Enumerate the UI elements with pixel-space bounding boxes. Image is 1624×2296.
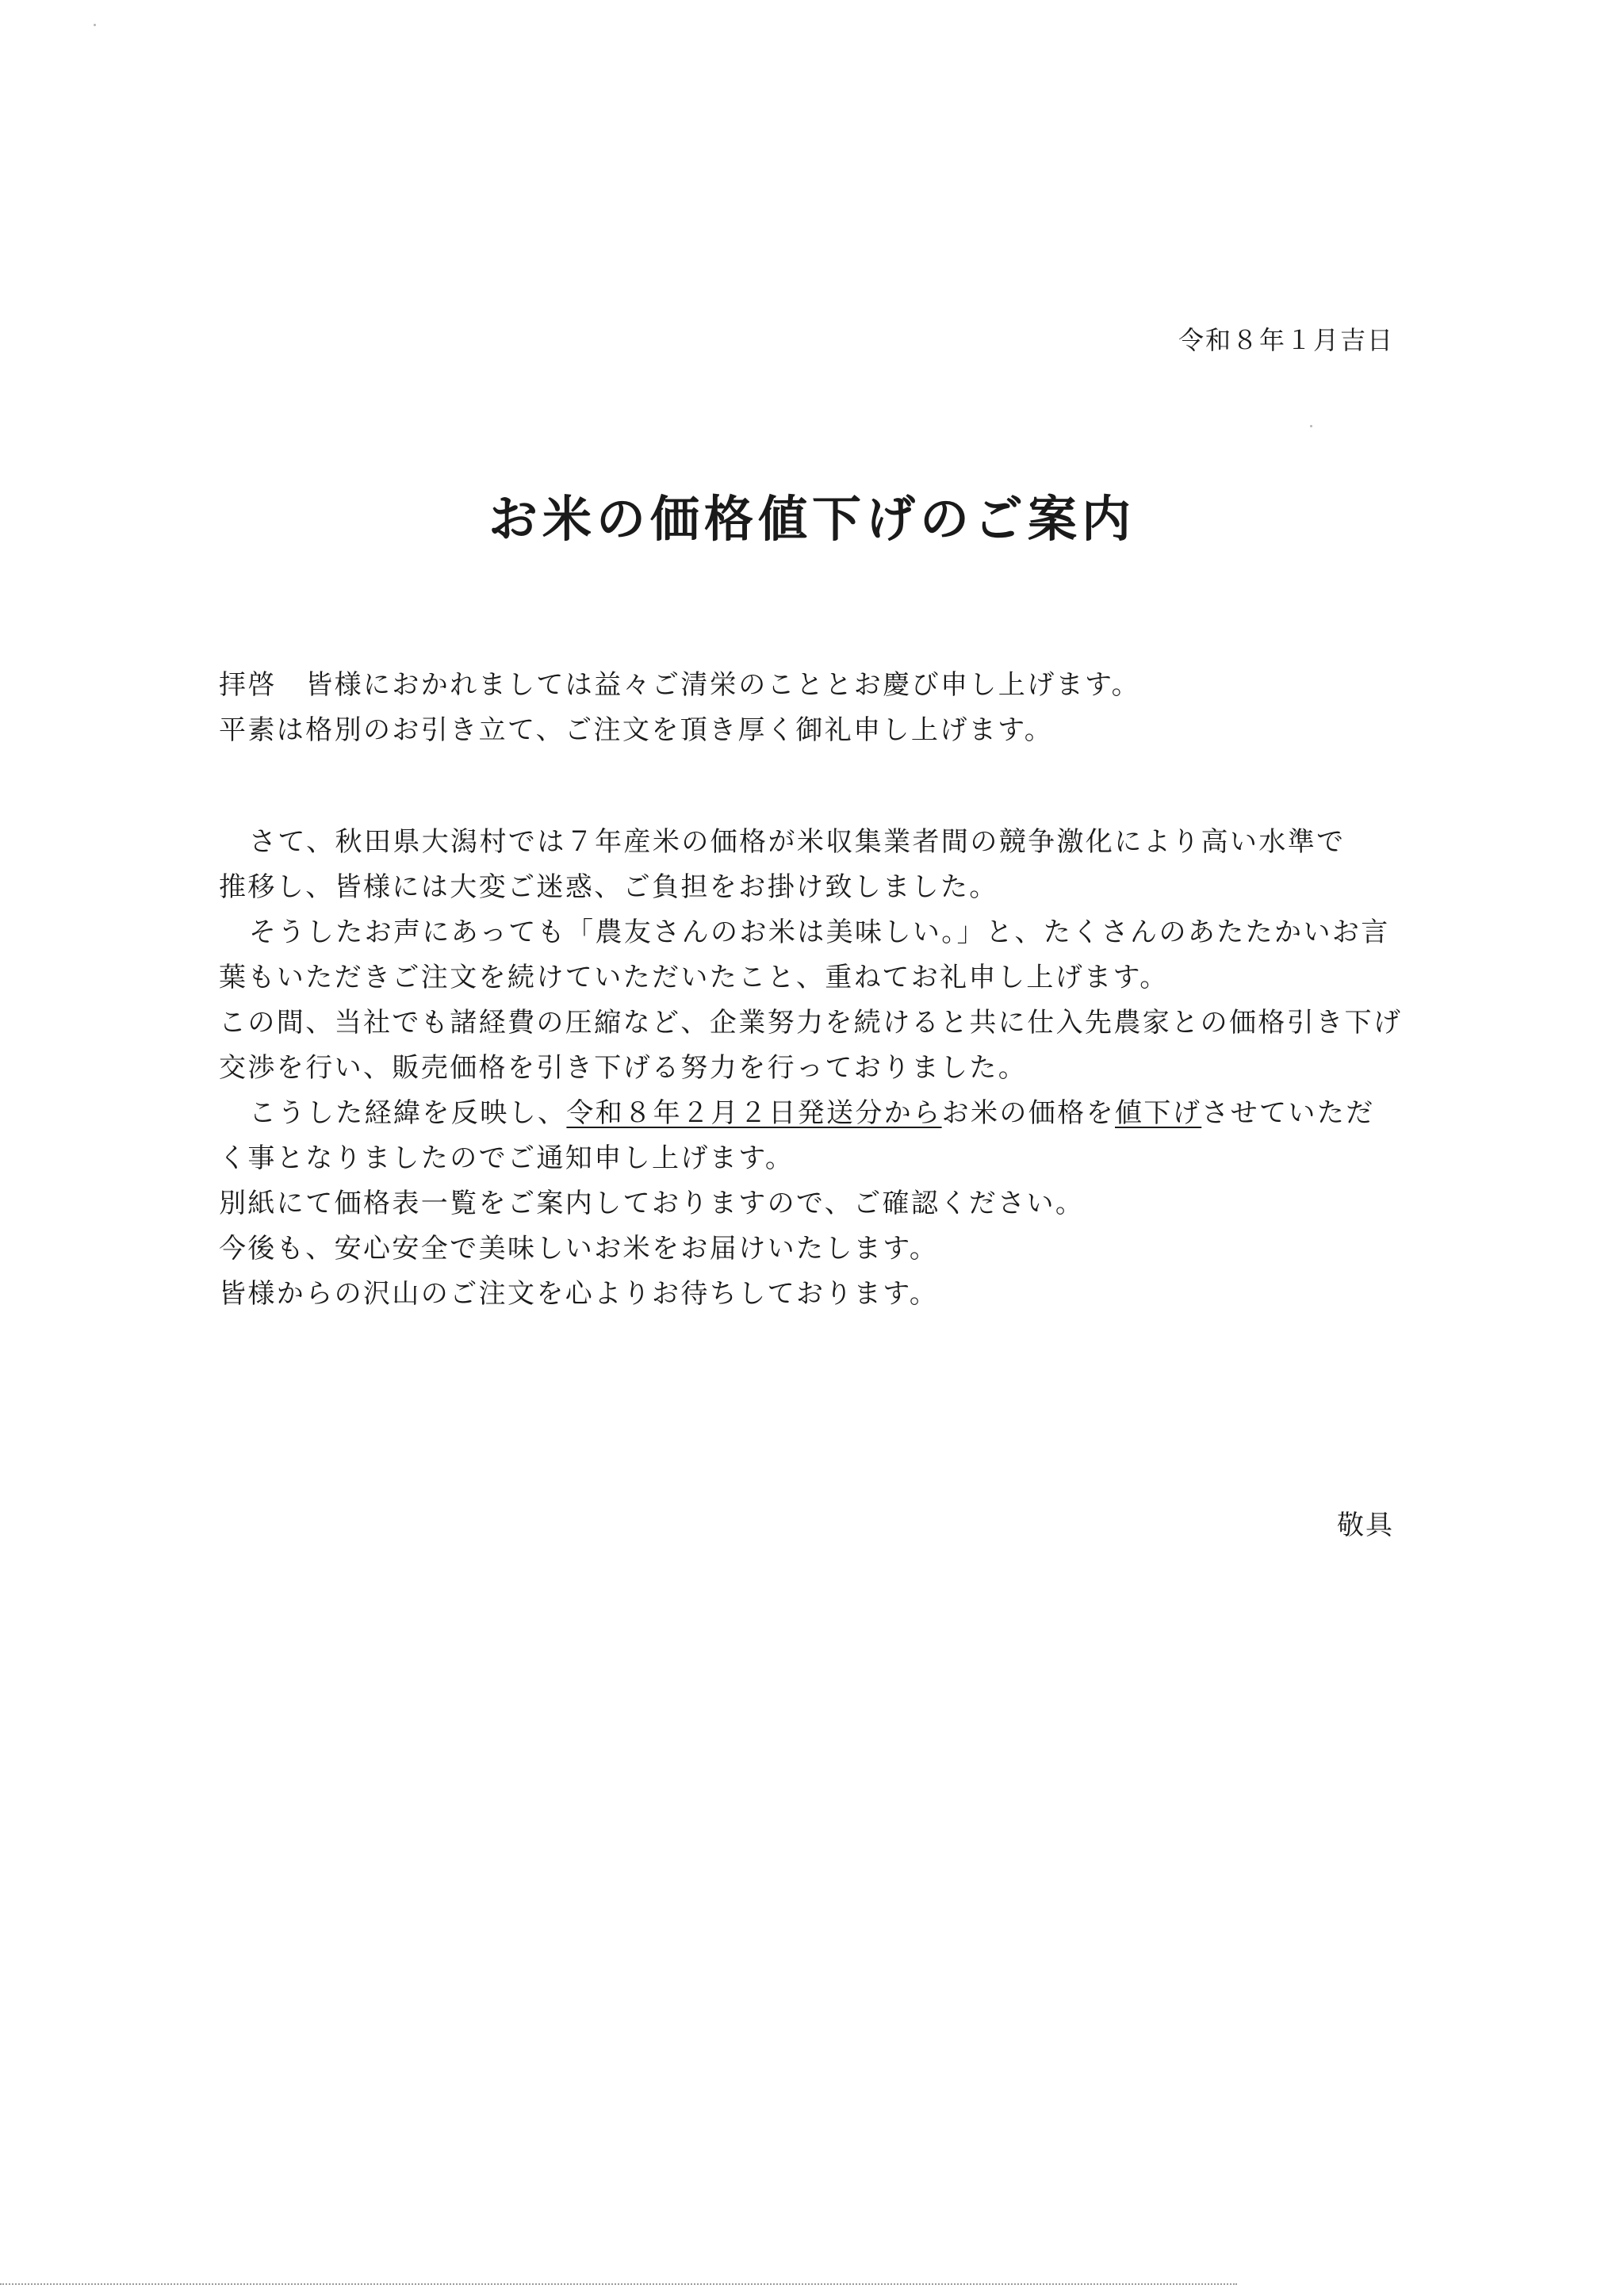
body-line: この間、当社でも諸経費の圧縮など、企業努力を続けると共に仕入先農家との価格引き下げ (219, 1007, 1403, 1039)
notice-text: こうした経緯を反映し、 (249, 1097, 567, 1129)
body-line: 交渉を行い、販売価格を引き下げる努力を行っておりました。 (219, 1052, 1028, 1084)
closing-line: 今後も、安心安全で美味しいお米をお届けいたします。 (219, 1233, 939, 1265)
underlined-ship-date: 令和８年２月２日発送分から (566, 1097, 942, 1129)
sign-off: 敬具 (1337, 1510, 1394, 1541)
closing-line: 別紙にて価格表一覧をご案内しておりますので、ご確認ください。 (219, 1188, 1085, 1219)
closing-line: 皆様からの沢山のご注文を心よりお待ちしております。 (219, 1278, 939, 1310)
scan-speck (1310, 425, 1312, 427)
letter-title: お米の価格値下げのご案内 (488, 490, 1136, 548)
notice-text: お米の価格を (941, 1097, 1116, 1129)
body-line: 葉もいただきご注文を続けていただいたこと、重ねてお礼申し上げます。 (219, 962, 1169, 993)
paragraph-gap (219, 753, 1408, 820)
greeting-line: 拝啓 皆様におかれましては益々ご清栄のこととお慶び申し上げます。 (219, 669, 1141, 701)
greeting-line: 平素は格別のお引き立て、ご注文を頂き厚く御礼申し上げます。 (219, 714, 1054, 746)
body-line: く事となりましたのでご通知申し上げます。 (219, 1142, 795, 1174)
body-line: 推移し、皆様には大変ご迷惑、ご負担をお掛け致しました。 (219, 871, 998, 903)
letter-date: 令和８年１月吉日 (1178, 325, 1394, 355)
notice-text: させていただ (1201, 1097, 1375, 1129)
letter-body (219, 663, 1408, 1317)
underlined-price-reduction: 値下げ (1115, 1097, 1202, 1129)
scan-speck (94, 24, 96, 26)
body-line: さて、秋田県大潟村では７年産米の価格が米収集業者間の競争激化により高い水準で (249, 826, 1346, 858)
body-line: そうしたお声にあっても「農友さんのお米は美味しい。」と、たくさんのあたたかいお言 (249, 916, 1390, 948)
price-notice-line (219, 1091, 1408, 1136)
scan-edge-line (0, 2283, 1237, 2285)
